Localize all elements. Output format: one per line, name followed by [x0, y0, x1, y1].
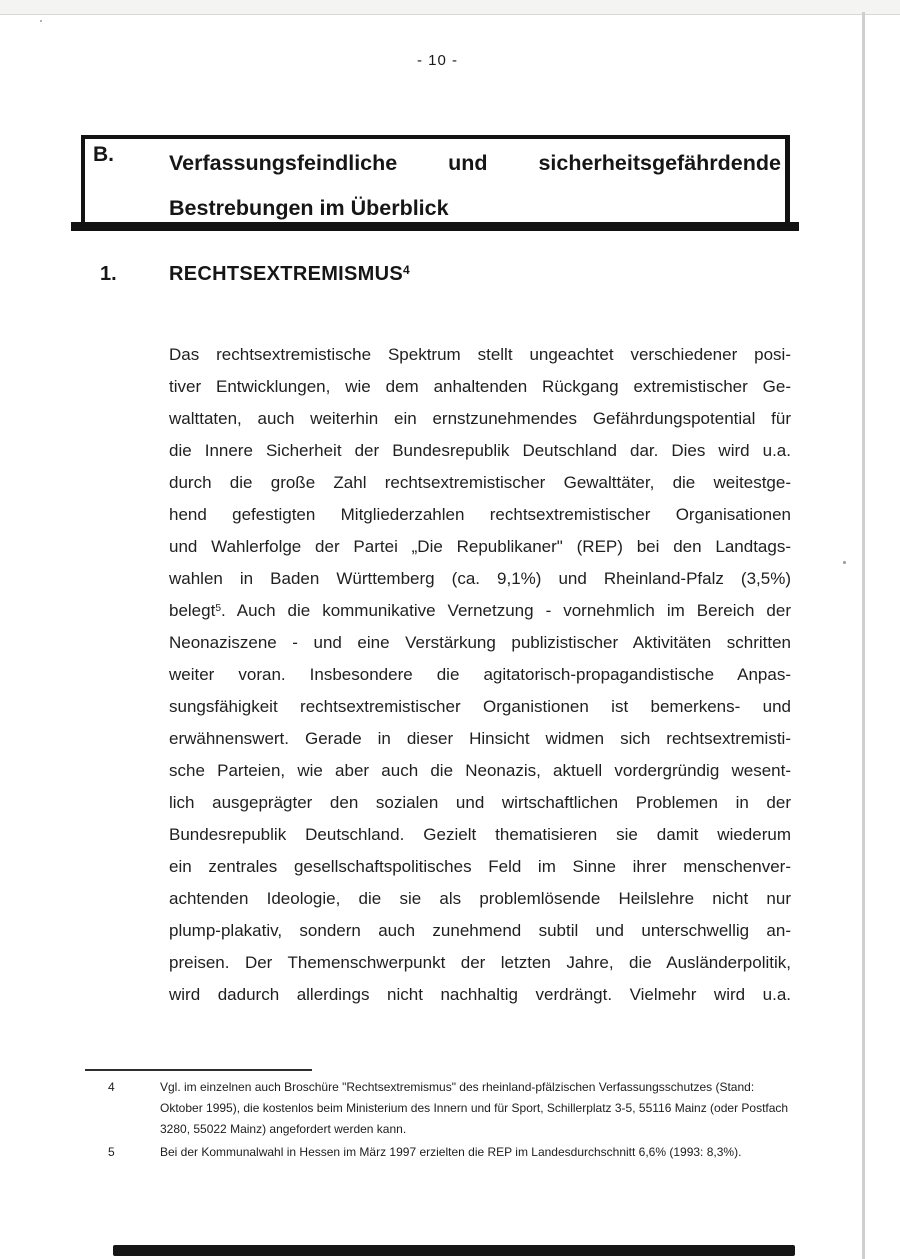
body-line: hend gefestigten Mitgliederzahlen rechtsextremistischer Organisationen: [169, 505, 791, 524]
body-line: walttaten, auch weiterhin ein ernstzunehmendes Gefährdungspotential für: [169, 409, 791, 428]
body-line: Neonaziszene - und eine Verstärkung publizistischer Aktivitäten schritten: [169, 633, 791, 652]
body-line: lich ausgeprägter den sozialen und wirtschaftlichen Problemen in der: [169, 793, 791, 812]
chapter-title-line-1: Verfassungsfeindliche und sicherheitsgefährdende: [169, 151, 781, 175]
body-line: Das rechtsextremistische Spektrum stellt ungeachtet verschiedener posi-: [169, 345, 791, 364]
footnotes-section: [108, 1077, 822, 1165]
footnote-number: 5: [108, 1145, 115, 1159]
body-line: weiter voran. Insbesondere die agitatorisch-propagandistische Anpas-: [169, 665, 791, 684]
footnote-line: Bei der Kommunalwahl in Hessen im März 1997 erzielten die REP im Landesdurchschnitt 6,6% (1993: 8,3%).: [160, 1145, 742, 1159]
section-number: 1.: [100, 263, 117, 285]
body-line: tiver Entwicklungen, wie dem anhaltenden Rückgang extremistischer Ge-: [169, 377, 791, 396]
footnote-separator-rule: [85, 1069, 312, 1071]
chapter-title-line-2: Bestrebungen im Überblick: [169, 196, 449, 220]
body-line: wird dadurch allerdings nicht nachhaltig verdrängt. Vielmehr wird u.a.: [169, 985, 791, 1004]
body-line: die Innere Sicherheit der Bundesrepublik Deutschland dar. Dies wird u.a.: [169, 441, 791, 460]
footnote-number: 4: [108, 1080, 115, 1094]
body-line: plump-plakativ, sondern auch zunehmend subtil und unterschwellig an-: [169, 921, 791, 940]
body-paragraph: [169, 339, 791, 1011]
footnote-line: 3280, 55022 Mainz) angefordert werden kann.: [160, 1122, 407, 1136]
page-number: - 10 -: [416, 52, 458, 69]
scan-page-fold-line: [862, 12, 865, 1259]
chapter-letter: B.: [93, 143, 114, 166]
footnote-line: Vgl. im einzelnen auch Broschüre "Rechtsextremismus" des rheinland-pfälzischen Verfassungsschutzes (Stand:: [160, 1080, 755, 1094]
body-line: Bundesrepublik Deutschland. Gezielt thematisieren sie damit wiederum: [169, 825, 791, 844]
body-line: sungsfähigkeit rechtsextremistischer Organistionen ist bemerkens- und: [169, 697, 791, 716]
footnote: [108, 1142, 822, 1163]
chapter-title: [169, 141, 781, 231]
body-line: durch die große Zahl rechtsextremistischer Gewalttäter, die weitestge-: [169, 473, 791, 492]
footnote: [108, 1077, 822, 1140]
footnote-ref-5: 5: [215, 602, 221, 614]
scan-speck: [843, 561, 846, 564]
scan-bottom-artifact-bar: [113, 1245, 795, 1256]
footnote-ref-4: 4: [403, 263, 410, 277]
footnote-line: Oktober 1995), die kostenlos beim Ministerium des Innern und für Sport, Schillerplatz 3-5, 55116 Mainz (oder Postfach: [160, 1101, 789, 1115]
body-line: sche Parteien, wie aber auch die Neonazis, aktuell vordergründig wesent-: [169, 761, 791, 780]
body-line: ein zentrales gesellschaftspolitisches Feld im Sinne ihrer menschenver-: [169, 857, 791, 876]
section-title-text: RECHTSEXTREMISMUS: [169, 263, 404, 285]
body-line: belegt$^5$. Auch die kommunikative Vernetzung - vornehmlich im Bereich der: [169, 601, 791, 620]
footnote-text: [160, 1077, 822, 1140]
section-title: [169, 263, 410, 286]
scan-speck: [40, 20, 42, 22]
body-line: wahlen in Baden Württemberg (ca. 9,1%) und Rheinland-Pfalz (3,5%): [169, 569, 791, 588]
scan-top-edge: [0, 0, 900, 15]
body-line: preisen. Der Themenschwerpunkt der letzten Jahre, die Ausländerpolitik,: [169, 953, 791, 972]
footnote-text: [160, 1142, 822, 1163]
body-line: achtenden Ideologie, die sie als problemlösende Heilslehre nicht nur: [169, 889, 791, 908]
body-line: und Wahlerfolge der Partei „Die Republikaner" (REP) bei den Landtags-: [169, 537, 791, 556]
body-line: erwähnenswert. Gerade in dieser Hinsicht widmen sich rechtsextremisti-: [169, 729, 791, 748]
